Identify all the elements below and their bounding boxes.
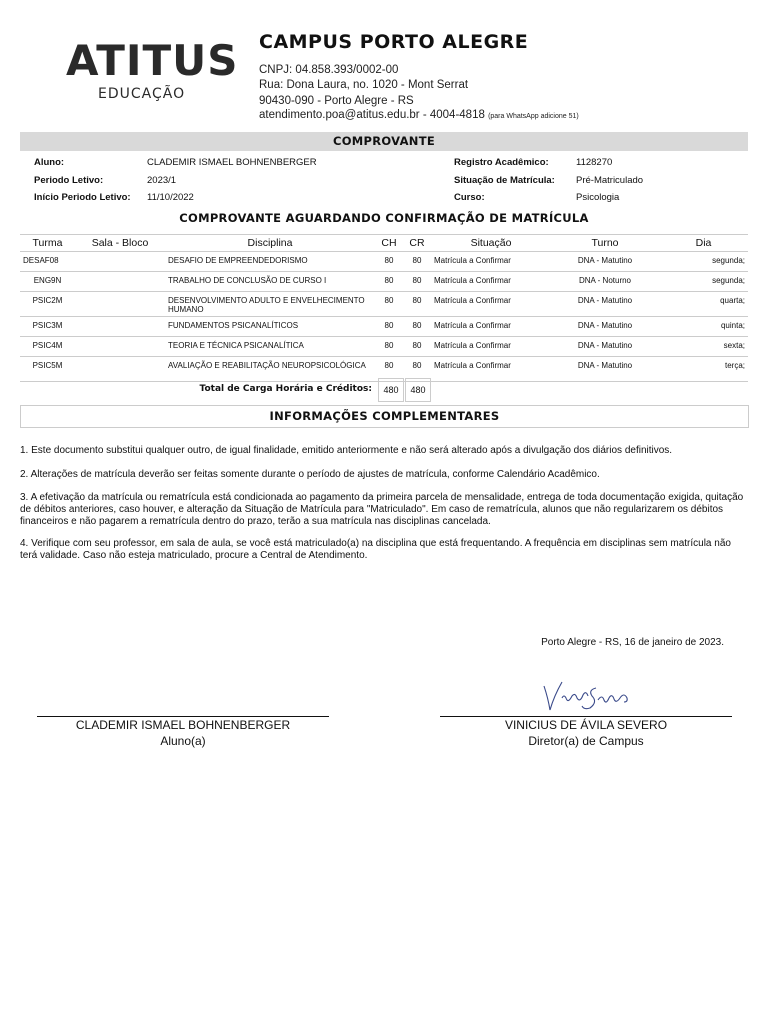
student-name: CLADEMIR ISMAEL BOHNENBERGER bbox=[75, 718, 291, 732]
aluno-value: CLADEMIR ISMAEL BOHNENBERGER bbox=[147, 157, 317, 168]
cell-turma: PSIC2M bbox=[20, 292, 75, 317]
cell-dia: segunda; bbox=[659, 252, 748, 272]
situacao-value: Pré-Matriculado bbox=[576, 175, 644, 186]
cell-sala bbox=[75, 317, 165, 337]
cell-cr: 80 bbox=[403, 337, 431, 357]
cell-dia: sexta; bbox=[659, 337, 748, 357]
cell-ch: 80 bbox=[375, 317, 403, 337]
cell-disciplina: AVALIAÇÃO E REABILITAÇÃO NEUROPSICOLÓGICA bbox=[165, 357, 375, 382]
cell-dia: terça; bbox=[659, 357, 748, 382]
situacao-label: Situação de Matrícula: bbox=[454, 175, 555, 186]
cell-turno: DNA - Noturno bbox=[551, 272, 659, 292]
col-turno: Turno bbox=[551, 235, 659, 252]
cell-situacao: Matrícula a Confirmar bbox=[431, 272, 551, 292]
cell-turno: DNA - Matutino bbox=[551, 252, 659, 272]
inicio-value: 11/10/2022 bbox=[147, 192, 194, 203]
cell-sala bbox=[75, 337, 165, 357]
cell-ch: 80 bbox=[375, 252, 403, 272]
cell-turno: DNA - Matutino bbox=[551, 357, 659, 382]
campus-title: CAMPUS PORTO ALEGRE bbox=[259, 31, 529, 53]
curso-label: Curso: bbox=[454, 192, 485, 203]
table-header-row bbox=[20, 235, 748, 252]
cell-situacao: Matrícula a Confirmar bbox=[431, 252, 551, 272]
cell-turma: PSIC5M bbox=[20, 357, 75, 382]
street-text: Rua: Dona Laura, no. 1020 - Mont Serrat bbox=[259, 79, 469, 91]
cell-situacao: Matrícula a Confirmar bbox=[431, 357, 551, 382]
cell-dia: segunda; bbox=[659, 272, 748, 292]
comprovante-title: COMPROVANTE bbox=[20, 132, 748, 151]
note-3: 3. A efetivação da matrícula ou rematrícula está condicionada ao pagamento da primeira parcela de mensalidade, entrega de toda documentação exigida, quitação de débitos anteriores, caso houver, e alteração da Situação de Matrícula para "Matriculado". Em caso de rematrícula, alunos que não regularizarem os débitos financeiros e não pagarem a rematrícula dentro do prazo, terão a sua matrícula nas disciplinas cancelada. bbox=[20, 492, 744, 527]
logo-text: ATITUS bbox=[66, 36, 239, 85]
city-text: 90430-090 - Porto Alegre - RS bbox=[259, 95, 414, 107]
student-role: Aluno(a) bbox=[160, 734, 206, 748]
info-title: INFORMAÇÕES COMPLEMENTARES bbox=[20, 405, 749, 428]
cnpj-text: CNPJ: 04.858.393/0002-00 bbox=[259, 64, 399, 76]
cell-turno: DNA - Matutino bbox=[551, 317, 659, 337]
director-signature bbox=[538, 678, 638, 714]
director-role: Diretor(a) de Campus bbox=[528, 734, 644, 748]
cell-sala bbox=[75, 357, 165, 382]
periodo-value: 2023/1 bbox=[147, 175, 177, 186]
contact-line bbox=[259, 109, 579, 121]
cell-cr: 80 bbox=[403, 317, 431, 337]
cell-disciplina: DESAFIO DE EMPREENDEDORISMO bbox=[165, 252, 375, 272]
registro-label: Registro Acadêmico: bbox=[454, 157, 549, 168]
col-situacao: Situação bbox=[431, 235, 551, 252]
cell-dia: quinta; bbox=[659, 317, 748, 337]
cell-ch: 80 bbox=[375, 292, 403, 317]
aluno-label: Aluno: bbox=[34, 157, 65, 168]
cell-ch: 80 bbox=[375, 357, 403, 382]
cell-disciplina: DESENVOLVIMENTO ADULTO E ENVELHECIMENTO HUMANO bbox=[165, 292, 375, 317]
cell-situacao: Matrícula a Confirmar bbox=[431, 337, 551, 357]
director-signature-line bbox=[440, 716, 732, 717]
table-row bbox=[20, 317, 748, 337]
cell-cr: 80 bbox=[403, 292, 431, 317]
total-label: Total de Carga Horária e Créditos: bbox=[199, 384, 372, 394]
cell-ch: 80 bbox=[375, 272, 403, 292]
student-signature-line bbox=[37, 716, 329, 717]
cell-sala bbox=[75, 252, 165, 272]
pending-subtitle: COMPROVANTE AGUARDANDO CONFIRMAÇÃO DE MATRÍCULA bbox=[179, 211, 589, 225]
cell-disciplina: TEORIA E TÉCNICA PSICANALÍTICA bbox=[165, 337, 375, 357]
cell-dia: quarta; bbox=[659, 292, 748, 317]
cell-cr: 80 bbox=[403, 272, 431, 292]
cell-turno: DNA - Matutino bbox=[551, 337, 659, 357]
col-ch: CH bbox=[375, 235, 403, 252]
col-sala: Sala - Bloco bbox=[75, 235, 165, 252]
note-1: 1. Este documento substitui qualquer outro, de igual finalidade, emitido anteriormente e não será alterado após a divulgação dos diários definitivos. bbox=[20, 445, 673, 456]
director-name: VINICIUS DE ÁVILA SEVERO bbox=[504, 718, 668, 732]
cell-turma: ENG9N bbox=[20, 272, 75, 292]
table-row bbox=[20, 272, 748, 292]
cell-turno: DNA - Matutino bbox=[551, 292, 659, 317]
cell-situacao: Matrícula a Confirmar bbox=[431, 292, 551, 317]
table-row bbox=[20, 252, 748, 272]
curso-value: Psicologia bbox=[576, 192, 620, 203]
logo-subtext: EDUCAÇÃO bbox=[98, 86, 186, 102]
total-ch: 480 bbox=[378, 378, 404, 402]
inicio-label: Início Periodo Letivo: bbox=[34, 192, 131, 203]
col-turma: Turma bbox=[20, 235, 75, 252]
cell-sala bbox=[75, 272, 165, 292]
note-2: 2. Alterações de matrícula deverão ser feitas somente durante o período de ajustes de matrícula, conforme Calendário Acadêmico. bbox=[20, 469, 600, 480]
disciplines-table bbox=[20, 234, 748, 382]
cell-turma: PSIC4M bbox=[20, 337, 75, 357]
col-disciplina: Disciplina bbox=[165, 235, 375, 252]
cell-turma: DESAF08 bbox=[20, 252, 75, 272]
col-dia: Dia bbox=[659, 235, 748, 252]
cell-sala bbox=[75, 292, 165, 317]
cell-cr: 80 bbox=[403, 357, 431, 382]
registro-value: 1128270 bbox=[576, 157, 613, 168]
cell-cr: 80 bbox=[403, 252, 431, 272]
whatsapp-note: (para WhatsApp adicione 51) bbox=[488, 113, 579, 120]
contact-text: atendimento.poa@atitus.edu.br - 4004-4818 bbox=[259, 109, 485, 121]
table-row bbox=[20, 337, 748, 357]
periodo-label: Periodo Letivo: bbox=[34, 175, 104, 186]
cell-turma: PSIC3M bbox=[20, 317, 75, 337]
total-cr: 480 bbox=[405, 378, 431, 402]
cell-disciplina: FUNDAMENTOS PSICANALÍTICOS bbox=[165, 317, 375, 337]
place-date: Porto Alegre - RS, 16 de janeiro de 2023. bbox=[541, 637, 724, 648]
cell-disciplina: TRABALHO DE CONCLUSÃO DE CURSO I bbox=[165, 272, 375, 292]
table-row bbox=[20, 292, 748, 317]
cell-situacao: Matrícula a Confirmar bbox=[431, 317, 551, 337]
cell-ch: 80 bbox=[375, 337, 403, 357]
note-4: 4. Verifique com seu professor, em sala de aula, se você está matriculado(a) na disciplina que está frequentando. A frequência em disciplinas sem matrícula não terá validade. Caso não esteja matriculado, procure a Central de Atendimento. bbox=[20, 538, 731, 561]
col-cr: CR bbox=[403, 235, 431, 252]
